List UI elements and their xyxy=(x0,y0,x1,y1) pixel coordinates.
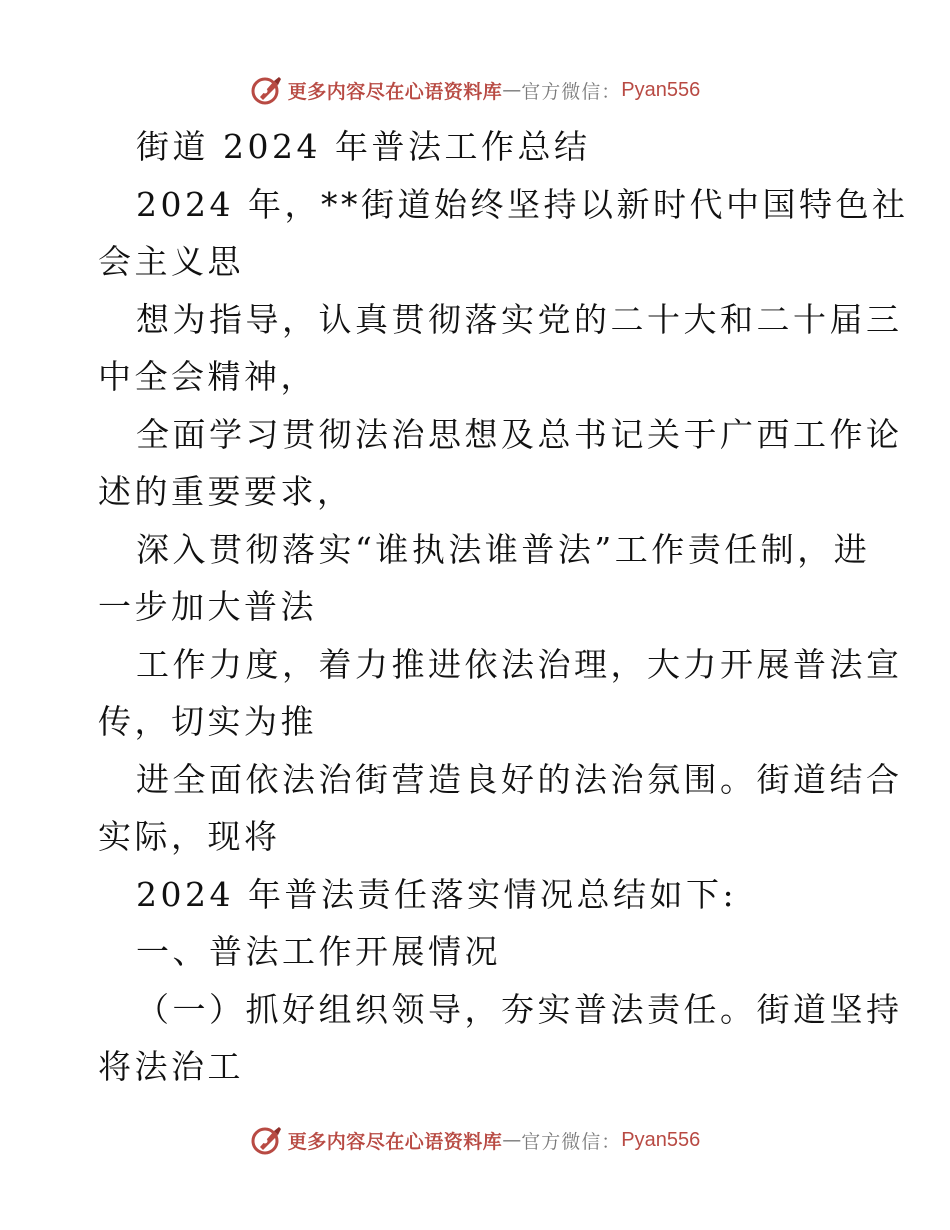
document-line: 述的重要要求， xyxy=(98,472,354,511)
watermark-banner-top xyxy=(0,70,950,110)
document-line: 深入贯彻落实“谁执法谁普法”工作责任制，进 xyxy=(136,529,871,569)
watermark-separator: — xyxy=(502,79,522,101)
document-line: 将法治工 xyxy=(98,1047,244,1086)
document-title: 街道 2024 年普法工作总结 xyxy=(136,127,591,166)
pen-nib-logo-icon xyxy=(250,1123,284,1157)
document-line: 2024 年，**街道始终坚持以新时代中国特色社 xyxy=(136,184,909,224)
watermark-label: 官方微信： xyxy=(521,80,622,103)
watermark-wechat-id: Pyan556 xyxy=(621,1128,701,1151)
watermark-wechat-id: Pyan556 xyxy=(621,78,701,101)
watermark-banner-bottom xyxy=(0,1120,950,1160)
document-line: 实际，现将 xyxy=(98,817,281,856)
document-line: （一）抓好组织领导，夯实普法责任。街道坚持 xyxy=(136,989,903,1029)
document-line: 进全面依法治街营造良好的法治氛围。街道结合 xyxy=(136,759,903,799)
document-line: 一步加大普法 xyxy=(98,587,317,626)
document-line: 工作力度，着力推进依法治理，大力开展普法宣 xyxy=(136,644,903,684)
document-line: 会主义思 xyxy=(98,242,244,281)
document-line: 2024 年普法责任落实情况总结如下: xyxy=(136,874,738,914)
section-heading: 一、普法工作开展情况 xyxy=(136,932,501,971)
watermark-label: 官方微信： xyxy=(521,1130,622,1153)
document-line: 全面学习贯彻法治思想及总书记关于广西工作论 xyxy=(136,414,903,454)
document-body xyxy=(98,118,909,1096)
document-line: 想为指导，认真贯彻落实党的二十大和二十届三 xyxy=(136,299,903,339)
document-line: 传，切实为推 xyxy=(98,702,317,741)
watermark-main-text: 更多内容尽在心语资料库 xyxy=(287,1130,503,1153)
watermark-main-text: 更多内容尽在心语资料库 xyxy=(287,80,503,103)
watermark-separator: — xyxy=(502,1129,522,1151)
pen-nib-logo-icon xyxy=(250,73,284,107)
document-line: 中全会精神， xyxy=(98,357,317,396)
